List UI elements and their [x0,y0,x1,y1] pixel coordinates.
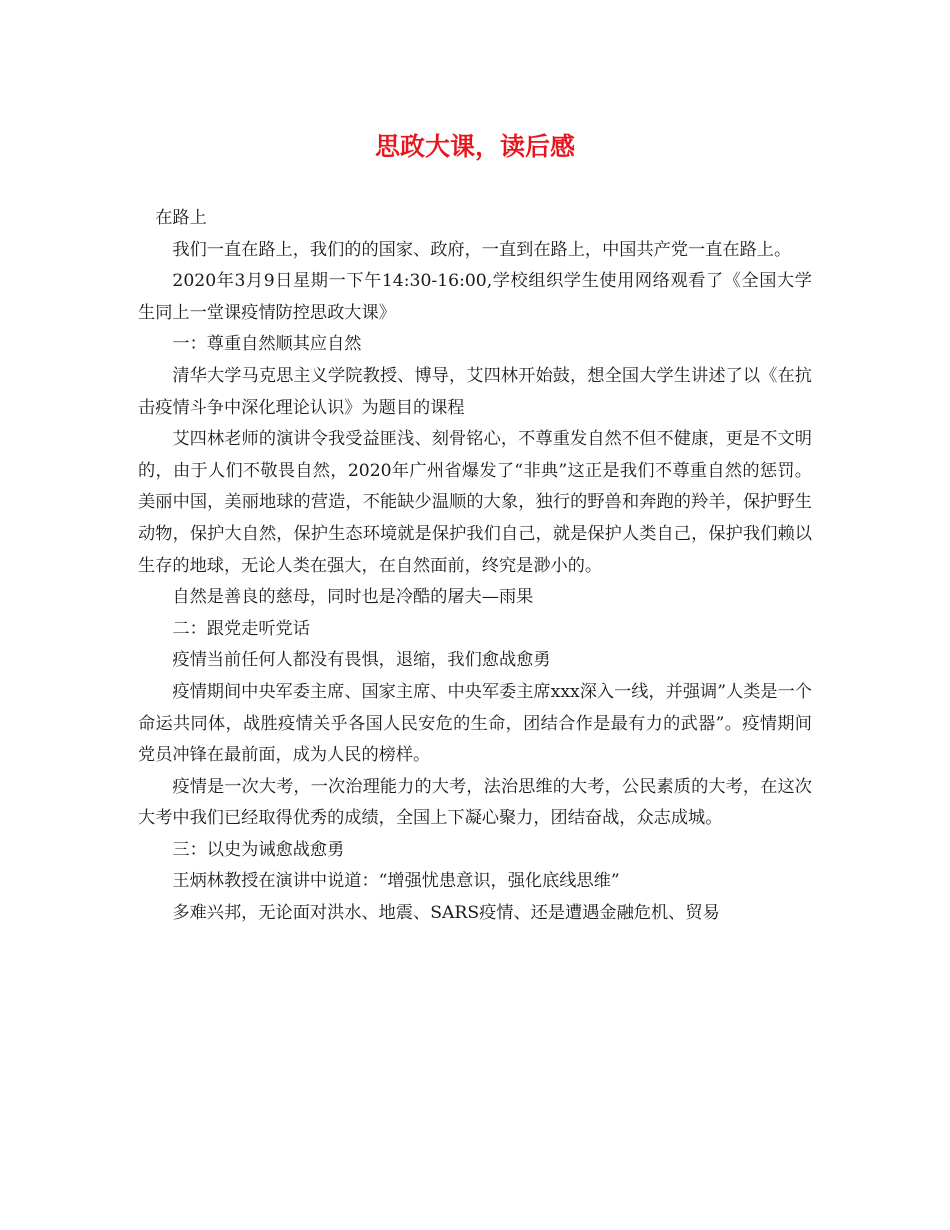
paragraph: 艾四林老师的演讲令我受益匪浅、刻骨铭心，不尊重发自然不但不健康，更是不文明的，由于人们不敬畏自然，2020年广州省爆发了“非典”这正是我们不尊重自然的惩罚。美丽中国，美丽地球的营造，不能缺少温顺的大象，独行的野兽和奔跑的羚羊，保护野生动物，保护大自然，保护生态环境就是保护我们自己，就是保护人类自己，保护我们赖以生存的地球，无论人类在强大，在自然面前，终究是渺小的。 [138,429,812,576]
paragraph: 疫情期间中央军委主席、国家主席、中央军委主席xxx深入一线，并强调”人类是一个命运共同体，战胜疫情关乎各国人民安危的生命，团结合作是最有力的武器”。疫情期间党员冲锋在最前面，成为人民的榜样。 [138,681,812,766]
paragraph: 疫情当前任何人都没有畏惧，退缩，我们愈战愈勇 [172,650,551,671]
paragraph: 我们一直在路上，我们的的国家、政府，一直到在路上，中国共产党一直在路上。 [172,239,792,260]
document-body [138,203,812,930]
paragraph-heading-on-the-road: 在路上 [155,208,207,228]
document-title: 思政大课，读后感 [374,132,575,161]
section-heading: 三：以史为诫愈战愈勇 [172,839,345,860]
quote-line: 自然是善良的慈母，同时也是冷酷的屠夫—雨果 [172,587,534,608]
section-heading: 二：跟党走听党话 [172,618,310,639]
paragraph: 多难兴邦，无论面对洪水、地震、SARS疫情、还是遭遇金融危机、贸易 [172,903,720,924]
paragraph: 2020年3月9日星期一下午14:30-16:00,学校组织学生使用网络观看了《全国大学生同上一堂课疫情防控思政大课》 [138,271,812,323]
paragraph: 清华大学马克思主义学院教授、博导，艾四林开始鼓，想全国大学生讲述了以《在抗击疫情斗争中深化理论认识》为题目的课程 [138,365,812,418]
section-heading: 一：尊重自然顺其应自然 [172,334,362,355]
paragraph: 王炳林教授在演讲中说道：“增强忧患意识，强化底线思维” [172,871,620,892]
paragraph: 疫情是一次大考，一次治理能力的大考，法治思维的大考，公民素质的大考，在这次大考中我们已经取得优秀的成绩，全国上下凝心聚力，团结奋战，众志成城。 [138,776,812,829]
